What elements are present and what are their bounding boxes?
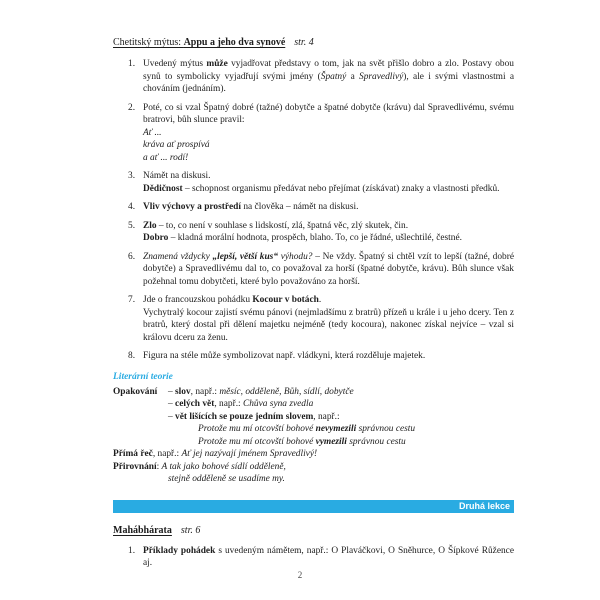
section-title-mahabharata-page-ref: str. 6 bbox=[180, 524, 201, 536]
list-item bbox=[113, 58, 514, 96]
list-item-number: 5. bbox=[128, 220, 136, 231]
list-item-text: Figura na stéle může symbolizovat např. vládkyni, která rozděluje majetek. bbox=[143, 351, 426, 361]
list-item bbox=[113, 102, 514, 165]
opakovani-row-text: – slov, např.: měsíc, odděleně, Bůh, sídlí, dobytče bbox=[168, 386, 354, 397]
opakovani-row bbox=[113, 386, 514, 399]
opakovani-row bbox=[113, 398, 514, 411]
opakovani-block bbox=[113, 386, 514, 449]
list-item bbox=[113, 251, 514, 289]
document-page-content bbox=[113, 36, 514, 576]
list-item-text: Uvedený mýtus může vyjadřovat představy o tom, jak na svět přišlo dobro a zlo. Postavy obou synů to symbolicky vyjadřují svými jmény (Špatný a Spravedlivý), ale i svými vlastnostmi a chováním (jednáním). bbox=[143, 59, 515, 94]
list-item-number: 1. bbox=[128, 59, 136, 69]
list-item bbox=[113, 170, 514, 195]
section-title-appu-page-ref: str. 4 bbox=[294, 37, 314, 48]
list-item-number: 4. bbox=[128, 202, 136, 212]
list-item bbox=[113, 545, 514, 570]
list-item bbox=[113, 220, 514, 245]
list-item-number: 1. bbox=[128, 545, 136, 556]
prirovnani-line: Přirovnání: A tak jako bohové sídlí odděleně, stejně odděleně se usadíme my. bbox=[113, 461, 286, 484]
section-title-appu-text: Chetitský mýtus: Appu a jeho dva synové bbox=[113, 37, 286, 48]
list-item bbox=[113, 294, 514, 344]
list-item-text: Vliv výchovy a prostředí na člověka – námět na diskusi. bbox=[143, 202, 359, 212]
appu-answers-list bbox=[113, 58, 514, 363]
opakovani-row bbox=[113, 411, 514, 449]
section-title-mahabharata-text: Mahábhárata bbox=[113, 524, 172, 536]
lesson-banner bbox=[113, 500, 514, 513]
page-number: 2 bbox=[297, 570, 303, 580]
opakovani-row-text: – celých vět, např.: Chůva syna zvedla bbox=[168, 399, 314, 409]
list-item-number: 7. bbox=[128, 295, 136, 305]
list-item-text: Poté, co si vzal Špatný dobré (tažné) dobytče a špatné dobytče (krávu) dal Spravedlivému, svému bratrovi, bůh slunce pravil: Ať ... kráva ať prospívá a ať ... rodí! bbox=[143, 102, 514, 163]
list-item bbox=[113, 201, 514, 214]
list-item-number: 3. bbox=[128, 171, 136, 181]
section-title-appu bbox=[113, 36, 514, 49]
opakovani-row-label bbox=[113, 398, 168, 411]
literary-theory-heading: Literární teorie bbox=[113, 371, 173, 382]
list-item-text: Příklady pohádek s uvedeným námětem, např.: O Plaváčkovi, O Sněhurce, O Šípkové Růžence aj. bbox=[143, 545, 514, 568]
list-item-text: Jde o francouzskou pohádku Kocour v botách. Vychytralý kocour zajistí svému pánovi (nejmladšímu z bratrů) přízeň u krále i u jeho dcery. Ten z bratrů, který dostal při dělení majetku nejméně (tedy kocoura), nakonec získal nejvíce – vzal si královu dceru za ženu. bbox=[143, 295, 514, 343]
list-item-text: Námět na diskusi. Dědičnost – schopnost organismu předávat nebo přejímat (získávat) znaky a vlastnosti předků. bbox=[143, 171, 500, 194]
list-item-text: Zlo – to, co není v souhlase s lidskostí, zlá, špatná věc, zlý skutek, čin. Dobro – kladná morální hodnota, prospěch, blaho. To, co je řádné, ušlechtilé, čestné. bbox=[143, 220, 462, 243]
list-item-number: 2. bbox=[128, 102, 136, 113]
mahabharata-answers-list bbox=[113, 545, 514, 570]
prima-rec-line: Přímá řeč, např.: Ať jej nazývají jménem Spravedlivý! bbox=[113, 449, 318, 459]
list-item-number: 8. bbox=[128, 351, 136, 361]
opakovani-row-label bbox=[113, 411, 168, 449]
section-title-mahabharata bbox=[113, 524, 514, 537]
opakovani-row-label: Opakování bbox=[113, 386, 158, 397]
list-item-text: Znamená vždycky „lepší, větší kus“ výhodu? – Ne vždy. Špatný si chtěl vzít to lepší (tažné, dobré dobytče) a Spravedlivému dal to, co považoval za horší (špatné dobytče, krávu). Bůh slunce však požehnal tomu dobytčeti, které bylo považováno za horší. bbox=[143, 251, 515, 287]
lesson-banner-label: Druhá lekce bbox=[458, 501, 510, 511]
list-item-number: 6. bbox=[128, 251, 136, 262]
opakovani-row-text: – vět lišících se pouze jedním slovem, např.: Protože mu mí otcovští bohové nevymezili správnou cestu Protože mu mí otcovští bohové vymezili správnou cestu bbox=[168, 411, 416, 447]
list-item bbox=[113, 350, 514, 363]
